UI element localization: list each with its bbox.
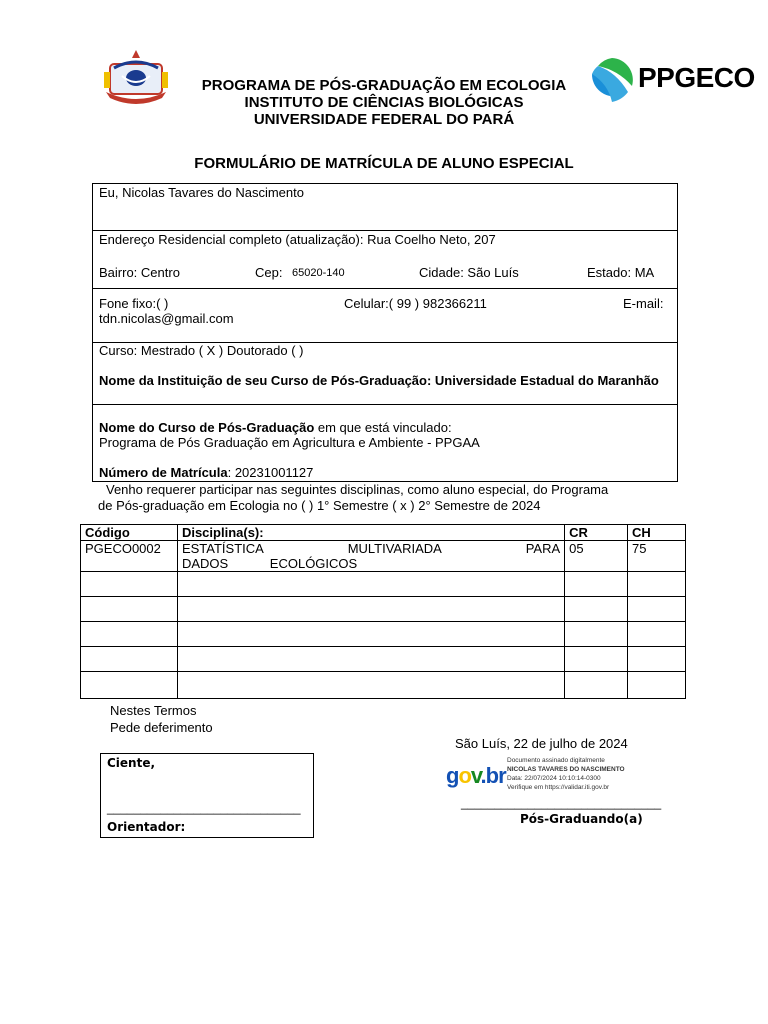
table-row [81, 672, 686, 699]
instituicao-field: Nome da Instituição de seu Curso de Pós-Graduação: Universidade Estadual do Maranhão [99, 373, 659, 388]
advisor-signature-line: _____________________________ [107, 801, 301, 815]
ppgeco-logo-text: PPGECO [638, 62, 755, 93]
cell-codigo [81, 572, 178, 597]
cell-cr [565, 647, 628, 672]
header-ch: CH [628, 525, 686, 541]
cell-disciplina [177, 541, 564, 572]
celular-field: Celular:( 99 ) 982366211 [344, 296, 487, 311]
cell-disciplina-text: ESTATÍSTICA MULTIVARIADA PARA DADOS ECOLÓGICOS [181, 541, 561, 571]
cell-codigo [81, 647, 178, 672]
programa-field: Programa de Pós Graduação em Agricultura e Ambiente - PPGAA [99, 435, 480, 450]
name-line: Eu, Nicolas Tavares do Nascimento [99, 185, 304, 200]
curso-pos-label: Nome do Curso de Pós-Graduação [99, 420, 315, 435]
cell-cr [565, 622, 628, 647]
request-text-line2: de Pós-graduação em Ecologia no ( ) 1° Semestre ( x ) 2° Semestre de 2024 [98, 498, 541, 513]
cell-codigo: PGECO0002 [81, 541, 178, 572]
email-value: tdn.nicolas@gmail.com [99, 311, 234, 326]
table-row [81, 541, 686, 572]
table-header-row [81, 525, 686, 541]
header-codigo: Código [81, 525, 178, 541]
contact-section [92, 288, 678, 343]
cell-disciplina [177, 647, 564, 672]
cep-value: 65020-140 [292, 267, 345, 279]
student-signature-line: ______________________________ [461, 796, 662, 810]
cell-codigo [81, 622, 178, 647]
table-row [81, 647, 686, 672]
cell-cr [565, 672, 628, 699]
address-line: Endereço Residencial completo (atualização): Rua Coelho Neto, 207 [99, 232, 496, 247]
cell-disciplina [177, 572, 564, 597]
cell-codigo [81, 597, 178, 622]
govbr-date: Data: 22/07/2024 10:10:14-0300 [507, 775, 601, 782]
cell-disciplina [177, 597, 564, 622]
fone-field: Fone fixo:( ) [99, 296, 169, 311]
cell-cr [565, 597, 628, 622]
cell-ch [628, 647, 686, 672]
cell-codigo [81, 672, 178, 699]
orientador-label: Orientador: [107, 820, 186, 834]
form-title: FORMULÁRIO DE MATRÍCULA DE ALUNO ESPECIAL [194, 155, 574, 172]
table-row [81, 622, 686, 647]
header-cr: CR [565, 525, 628, 541]
table-row [81, 597, 686, 622]
cell-cr: 05 [565, 541, 628, 572]
email-label: E-mail: [623, 296, 664, 311]
ppgeco-logo-icon [588, 56, 636, 106]
header-university: UNIVERSIDADE FEDERAL DO PARÁ [253, 111, 515, 128]
cep-label: Cep: [255, 265, 283, 280]
govbr-doc-signed: Documento assinado digitalmente [507, 757, 605, 764]
curso-field: Curso: Mestrado ( X ) Doutorado ( ) [99, 343, 304, 358]
course-section [92, 342, 678, 405]
cidade-field: Cidade: São Luís [419, 265, 519, 280]
govbr-logo: gov.br [446, 763, 506, 788]
matricula-label: Número de Matrícula [99, 465, 228, 480]
closing-line1: Nestes Termos [110, 703, 197, 718]
cell-ch [628, 572, 686, 597]
pos-graduando-label: Pós-Graduando(a) [520, 812, 643, 826]
cell-disciplina [177, 622, 564, 647]
header-institute: INSTITUTO DE CIÊNCIAS BIOLÓGICAS [244, 94, 524, 111]
matricula-value: : 20231001127 [227, 465, 314, 480]
cell-ch: 75 [628, 541, 686, 572]
advisor-signature-box [100, 753, 314, 838]
disciplines-table [80, 524, 686, 699]
cell-ch [628, 622, 686, 647]
program-section [92, 404, 678, 482]
bairro-field: Bairro: Centro [99, 265, 180, 280]
cell-ch [628, 672, 686, 699]
cell-cr [565, 572, 628, 597]
closing-line2: Pede deferimento [110, 720, 213, 735]
estado-field: Estado: MA [587, 265, 655, 280]
table-row [81, 572, 686, 597]
address-section [92, 230, 678, 289]
name-section [92, 183, 678, 231]
cell-ch [628, 597, 686, 622]
header-disciplina: Disciplina(s): [177, 525, 564, 541]
university-seal-icon [100, 48, 172, 108]
matricula-line [99, 465, 313, 480]
curso-pos-suffix: em que está vinculado: [314, 420, 452, 435]
curso-pos-line [99, 420, 452, 435]
place-date: São Luís, 22 de julho de 2024 [455, 736, 628, 751]
ciente-label: Ciente, [107, 756, 156, 770]
request-text-line1: Venho requerer participar nas seguintes disciplinas, como aluno especial, do Programa [106, 482, 609, 497]
cell-disciplina [177, 672, 564, 699]
header-program: PROGRAMA DE PÓS-GRADUAÇÃO EM ECOLOGIA [201, 77, 567, 94]
govbr-signer: NICOLAS TAVARES DO NASCIMENTO [507, 766, 625, 773]
govbr-verify: Verifique em https://validar.iti.gov.br [507, 784, 610, 791]
